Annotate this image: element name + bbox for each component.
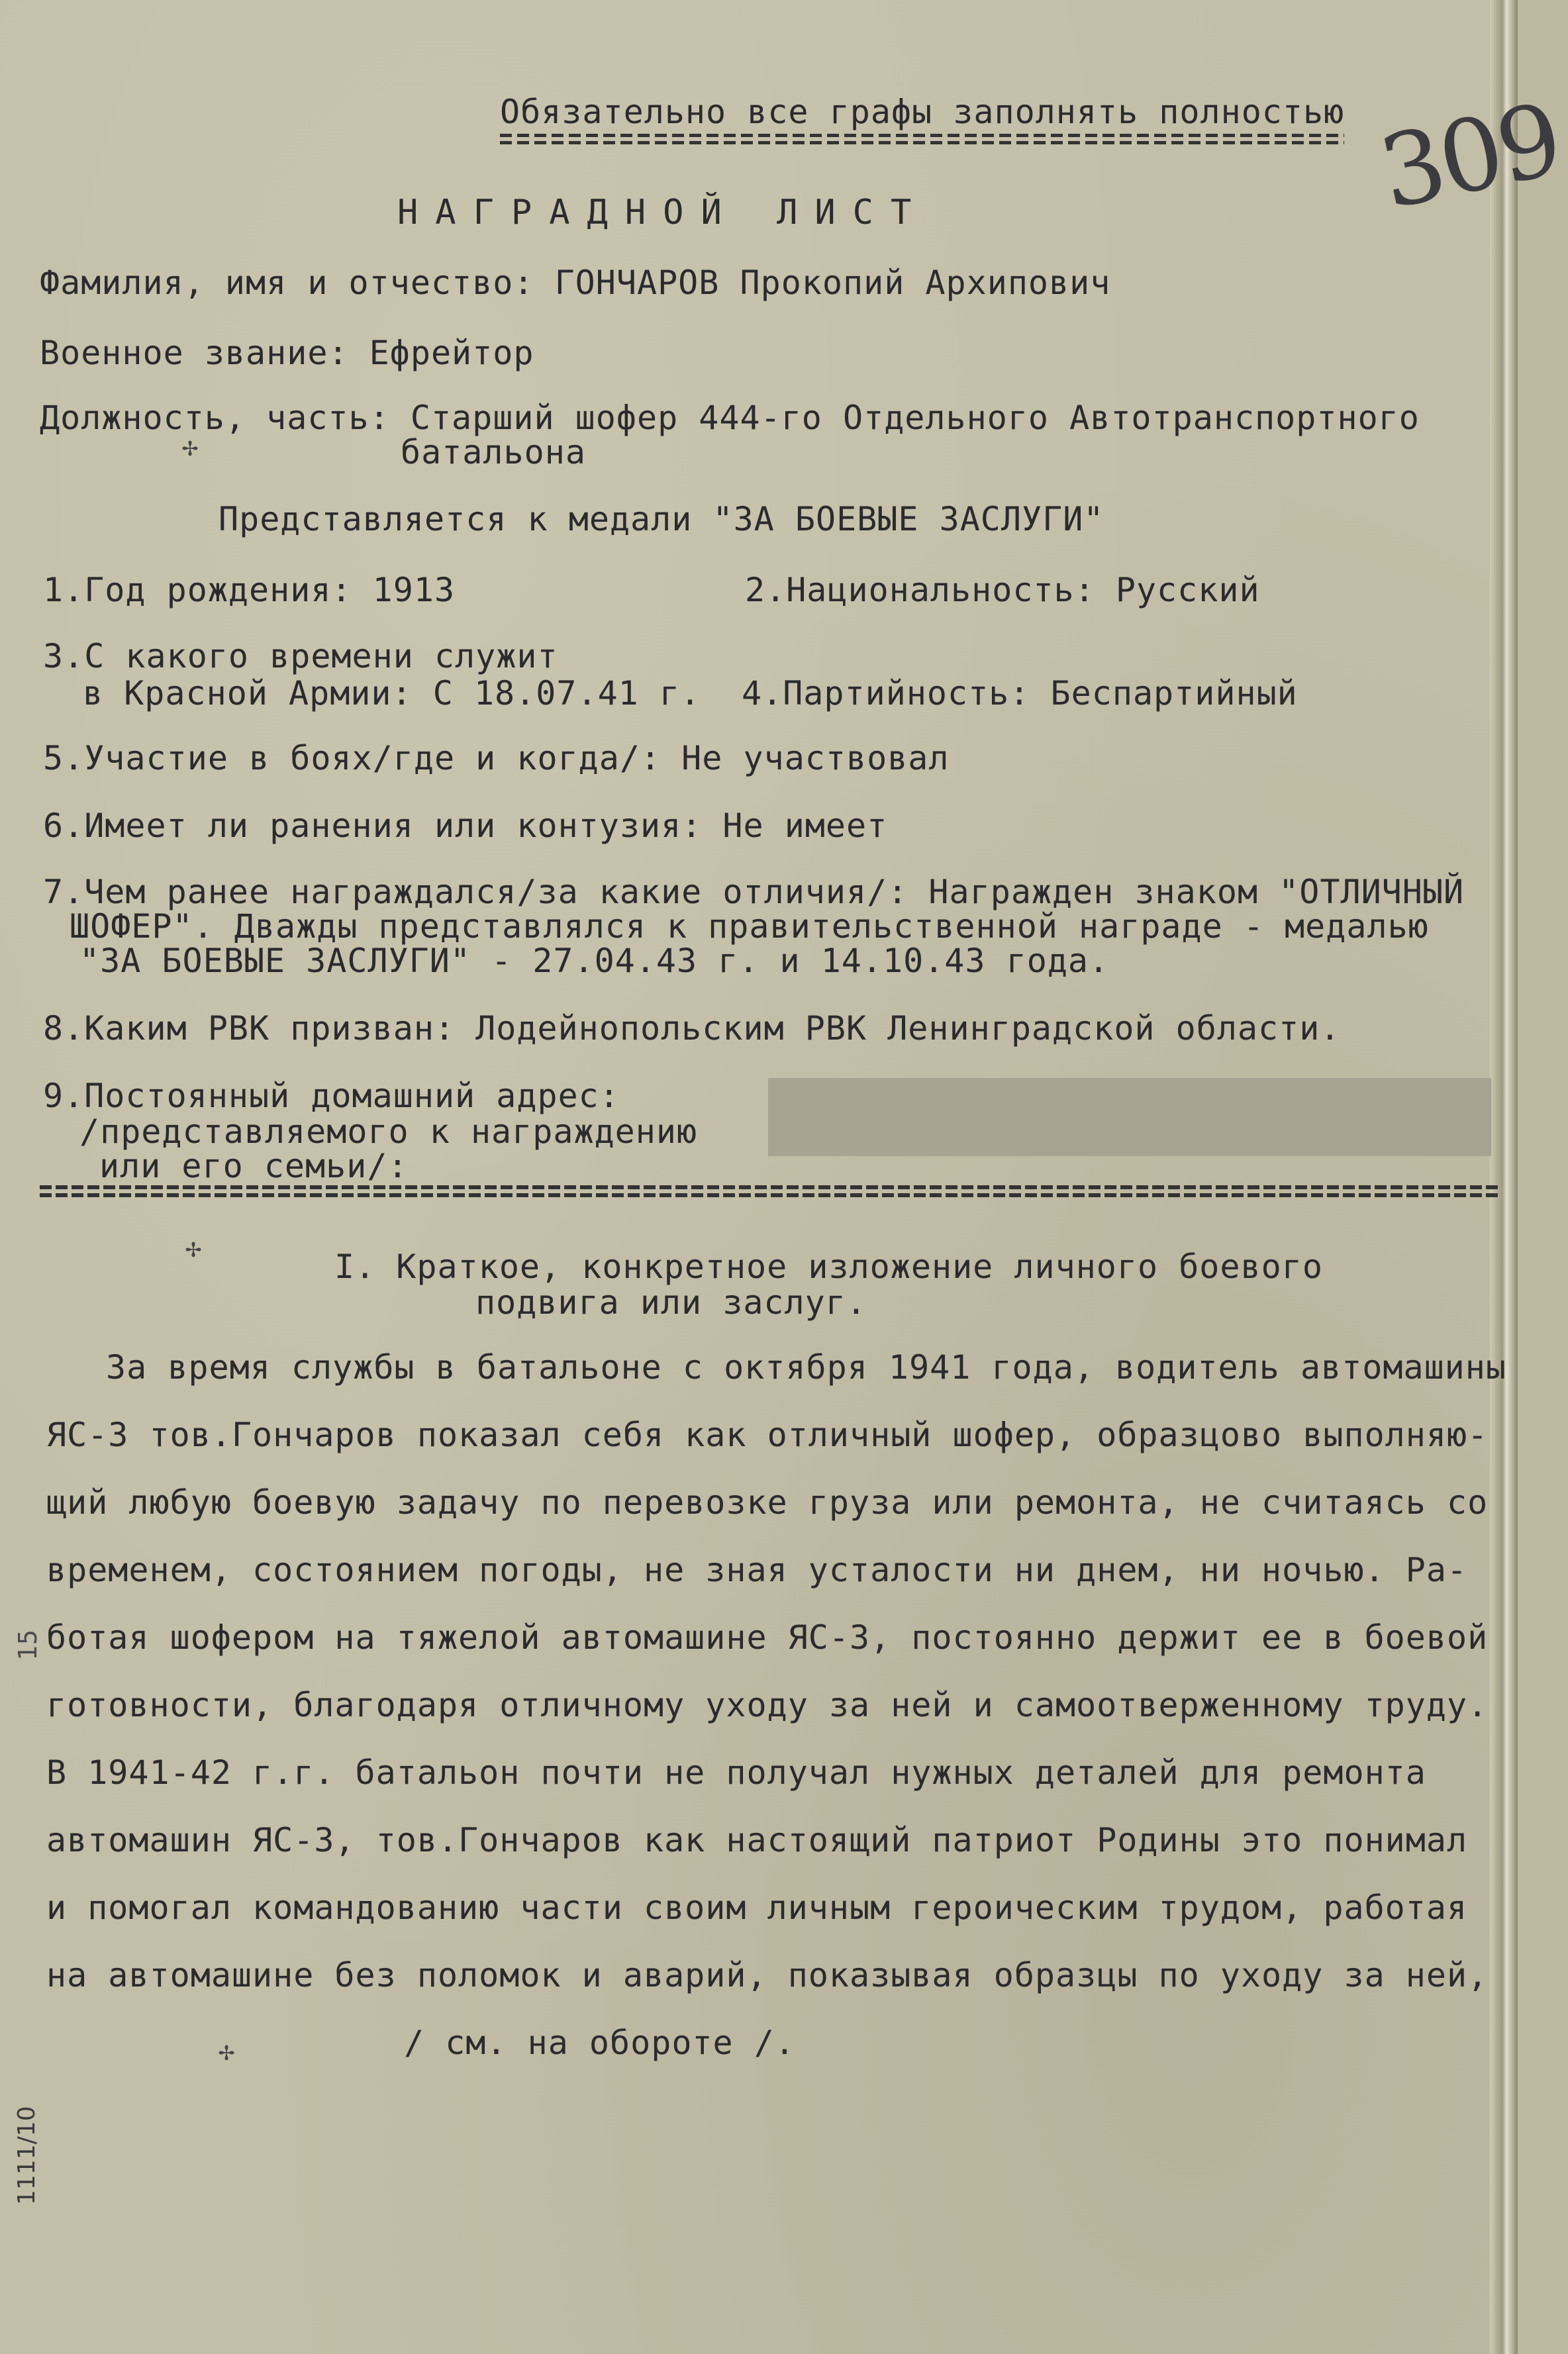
body-line: на автомашине без поломок и аварий, показывая образцы по уходу за ней, — [46, 1956, 1489, 1994]
field-draft-office: 8.Каким РВК призван: Лодейнопольским РВК Ленинградской области. — [43, 1009, 1341, 1048]
document-title: НАГРАДНОЙ ЛИСТ — [397, 193, 929, 232]
body-line: щий любую боевую задачу по перевозке груза или ремонта, не считаясь со — [46, 1483, 1489, 1522]
ink-mark: ✢ — [219, 2036, 235, 2067]
field-address-line2: /представляемого к награждению — [79, 1112, 698, 1151]
section-divider — [40, 1183, 1500, 1201]
margin-number: 15 — [13, 1629, 42, 1661]
field-nationality: 2.Национальность: Русский — [745, 571, 1260, 609]
header-note: Обязательно все графы заполнять полностью — [500, 93, 1345, 131]
award-line: Представляется к медали "ЗА БОЕВЫЕ ЗАСЛУГИ" — [219, 500, 1104, 538]
ink-mark: ✢ — [185, 1233, 202, 1263]
redacted-address — [768, 1078, 1491, 1156]
continuation-note: / см. на обороте /. — [404, 2024, 795, 2062]
field-name: Фамилия, имя и отчество: ГОНЧАРОВ Прокопий Архипович — [40, 264, 1111, 302]
body-line: готовности, благодаря отличному уходу за ней и самоотверженному труду. — [46, 1686, 1489, 1724]
ink-mark: ✢ — [182, 432, 199, 462]
body-line: В 1941-42 г.г. батальон почти не получал нужных деталей для ремонта — [46, 1753, 1426, 1792]
handwritten-page-number: 309 — [1370, 82, 1568, 232]
field-party: 4.Партийность: Беспартийный — [742, 674, 1298, 712]
field-rank: Военное звание: Ефрейтор — [40, 334, 534, 372]
field-wounds: 6.Имеет ли ранения или контузия: Не имеет — [43, 807, 888, 845]
body-line: ботая шофером на тяжелой автомашине ЯС-3, постоянно держит ее в боевой — [46, 1618, 1489, 1657]
section-heading-line1: I. Краткое, конкретное изложение личного боевого — [334, 1248, 1323, 1286]
body-line: и помогал командованию части своим личным героическим трудом, работая — [46, 1888, 1468, 1927]
header-underline — [500, 131, 1344, 148]
field-awards-line3: "ЗА БОЕВЫЕ ЗАСЛУГИ" - 27.04.43 г. и 14.10.43 года. — [79, 942, 1110, 980]
field-awards-line1: 7.Чем ранее награждался/за какие отличия/: Награжден знаком "ОТЛИЧНЫЙ — [43, 873, 1465, 911]
body-line: автомашин ЯС-3, тов.Гончаров как настоящий патриот Родины это понимал — [46, 1821, 1468, 1859]
field-position-line1: Должность, часть: Старший шофер 444-го Отдельного Автотранспортного — [40, 399, 1420, 437]
field-address-line1: 9.Постоянный домашний адрес: — [43, 1077, 620, 1115]
field-combat: 5.Участие в боях/где и когда/: Не участвовал — [43, 739, 950, 777]
page-edge — [1490, 0, 1518, 2354]
archive-number: 1111/10 — [13, 2106, 40, 2205]
field-position-line2: батальона — [401, 433, 586, 471]
field-birth-year: 1.Год рождения: 1913 — [43, 571, 456, 609]
body-line: ЯС-3 тов.Гончаров показал себя как отличный шофер, образцово выполняю- — [46, 1416, 1489, 1454]
field-address-line3: или его семьи/: — [99, 1147, 409, 1185]
field-awards-line2: ШОФЕР". Дважды представлялся к правительственной награде - медалью — [70, 907, 1429, 946]
body-line: За время службы в батальоне с октября 1941 года, водитель автомашины — [106, 1348, 1506, 1387]
body-line: временем, состоянием погоды, не зная усталости ни днем, ни ночью. Ра- — [46, 1551, 1468, 1589]
field-service-line1: 3.С какого времени служит — [43, 637, 558, 675]
section-heading-line2: подвига или заслуг. — [475, 1283, 867, 1322]
field-service-line2: в Красной Армии: С 18.07.41 г. — [83, 674, 701, 712]
